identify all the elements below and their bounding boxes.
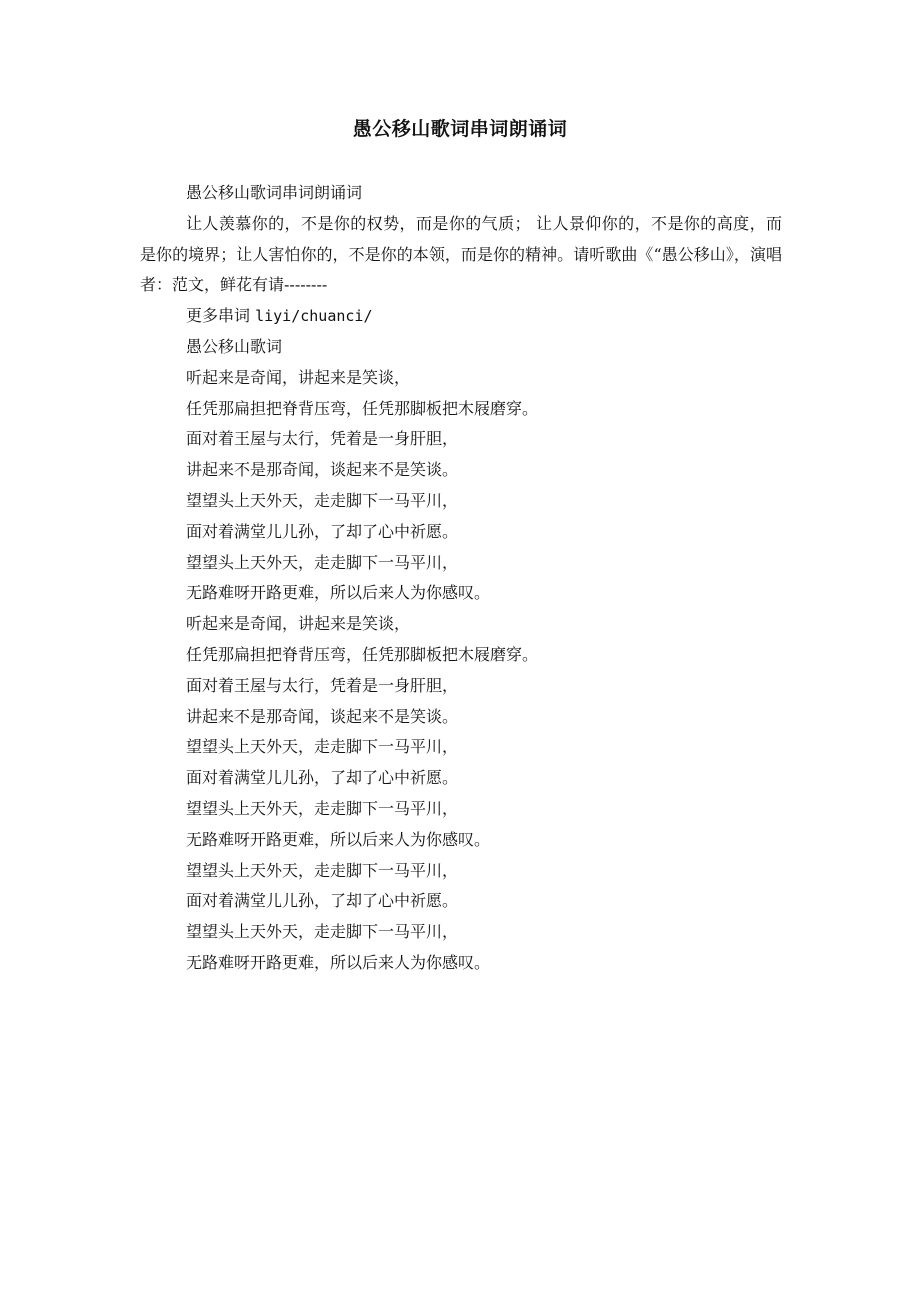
- subtitle-paragraph: 愚公移山歌词串词朗诵词: [186, 183, 363, 202]
- lyric-line: 任凭那扁担把脊背压弯，任凭那脚板把木屐磨穿。: [186, 398, 539, 418]
- lyric-line: 无路难呀开路更难，所以后来人为你感叹。: [186, 952, 491, 972]
- lyric-line: 望望头上天外天，走走脚下一马平川，: [186, 860, 459, 880]
- lyric-line: 讲起来不是那奇闻，谈起来不是笑谈。: [186, 706, 459, 726]
- document-body: [140, 178, 782, 979]
- lyric-line: 望望头上天外天，走走脚下一马平川，: [186, 798, 459, 818]
- lyric-line: 面对着王屋与太行，凭着是一身肝胆，: [186, 429, 459, 449]
- lyric-line: 望望头上天外天，走走脚下一马平川，: [186, 922, 459, 942]
- lyric-line: 望望头上天外天，走走脚下一马平川，: [186, 552, 459, 572]
- document-title: 愚公移山歌词串词朗诵词: [352, 118, 568, 140]
- lyric-line: 无路难呀开路更难，所以后来人为你感叹。: [186, 829, 491, 849]
- lyric-line: 无路难呀开路更难，所以后来人为你感叹。: [186, 583, 491, 603]
- lyric-line: 听起来是奇闻，讲起来是笑谈，: [186, 367, 411, 387]
- lyrics-list: [140, 363, 782, 979]
- lyric-line: 面对着王屋与太行，凭着是一身肝胆，: [186, 675, 459, 695]
- more-link-paragraph: [140, 301, 782, 332]
- lyric-line: 望望头上天外天，走走脚下一马平川，: [186, 737, 459, 757]
- lyric-line: 望望头上天外天，走走脚下一马平川，: [186, 490, 459, 510]
- lyric-line: 听起来是奇闻，讲起来是笑谈，: [186, 614, 411, 634]
- lyric-line: 面对着满堂儿儿孙，了却了心中祈愿。: [186, 768, 459, 788]
- more-label: 更多串词: [186, 306, 256, 326]
- lyric-line: 任凭那扁担把脊背压弯，任凭那脚板把木屐磨穿。: [186, 644, 539, 664]
- lyric-line: 面对着满堂儿儿孙，了却了心中祈愿。: [186, 521, 459, 541]
- intro-paragraph: 让人羡慕你的，不是你的权势，而是你的气质； 让人景仰你的，不是你的高度，而是你的境界；让人害怕你的，不是你的本领，而是你的精神。请听歌曲《“愚公移山》，演唱者：范文，鲜花有请--------: [140, 213, 782, 295]
- lyric-line: 面对着满堂儿儿孙，了却了心中祈愿。: [186, 891, 459, 911]
- lyric-line: 讲起来不是那奇闻，谈起来不是笑谈。: [186, 460, 459, 480]
- more-link[interactable]: liyi/chuanci/: [255, 307, 373, 326]
- lyrics-heading: 愚公移山歌词: [186, 336, 283, 356]
